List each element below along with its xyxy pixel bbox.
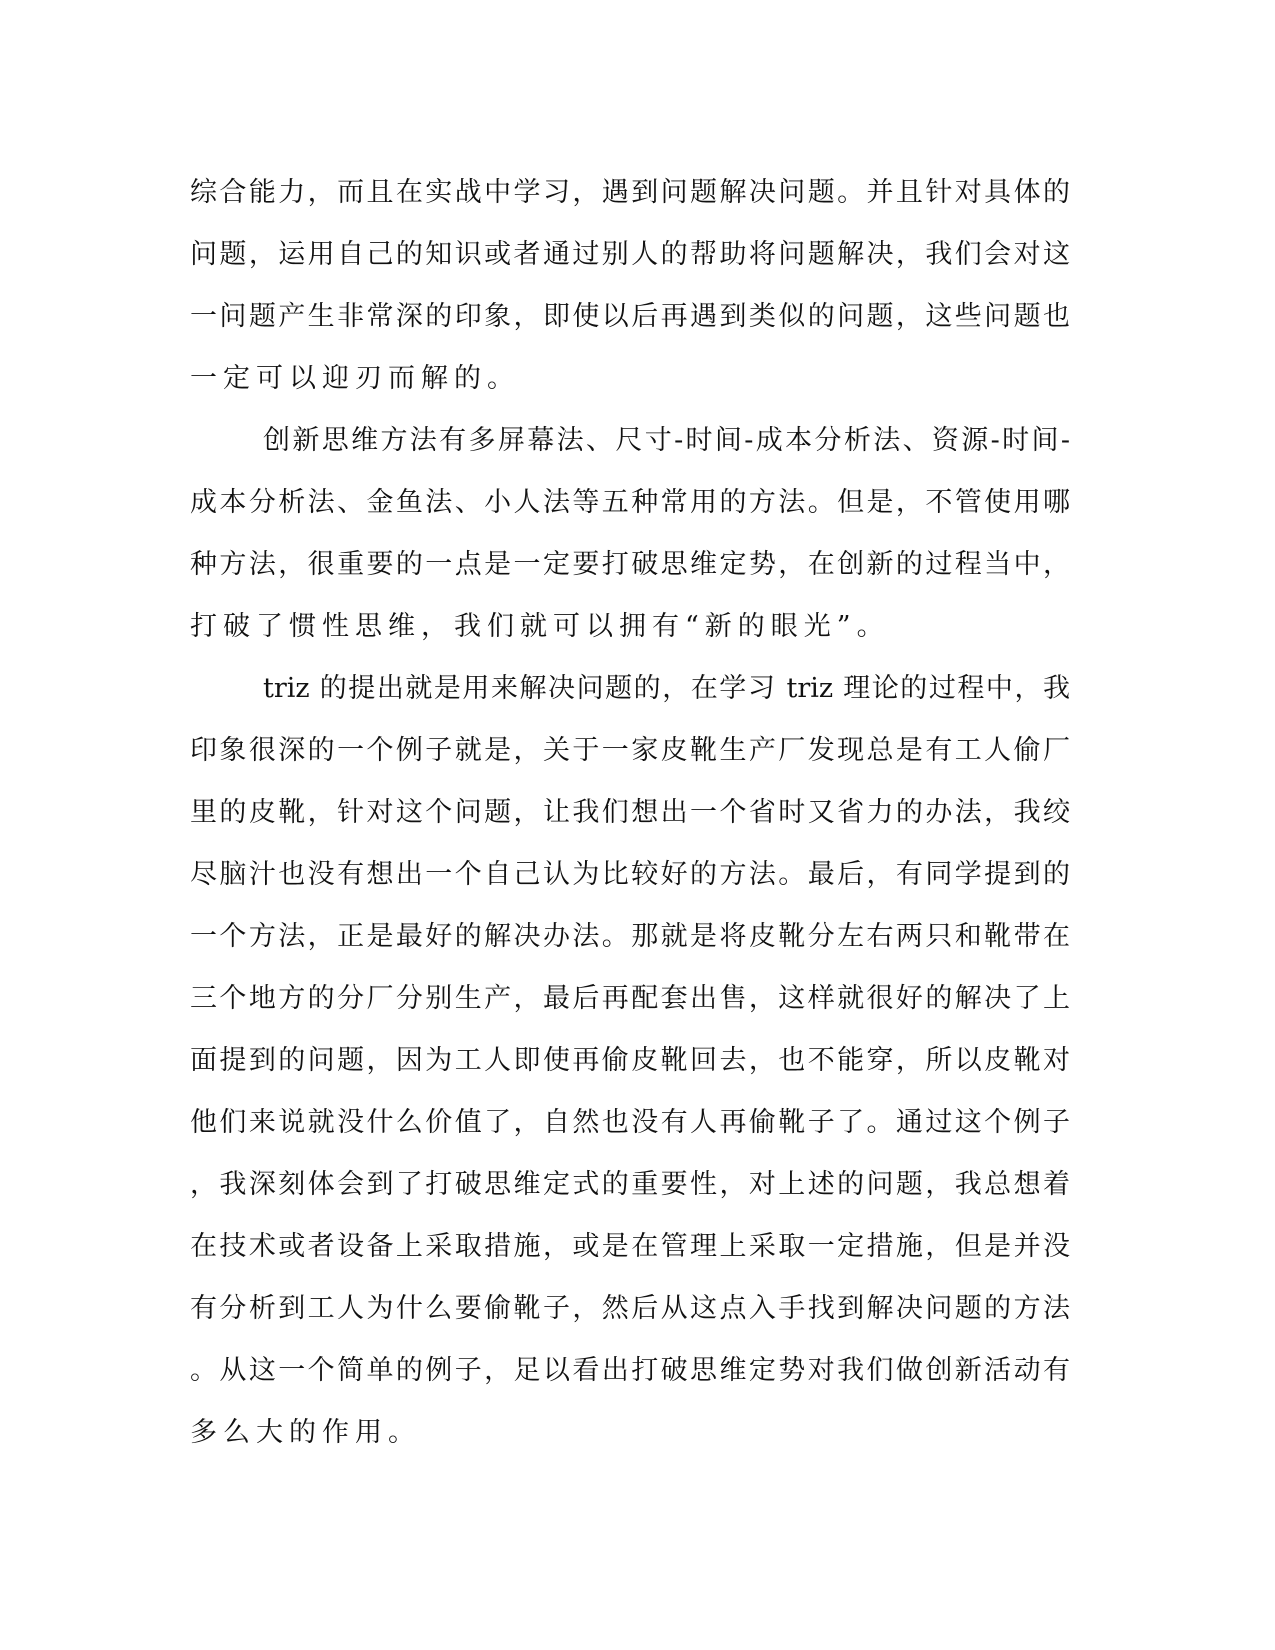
text-line: 多么大的作用。 [190, 1417, 421, 1448]
body-text [190, 162, 1070, 1464]
text-line: 里的皮靴，针对这个问题，让我们想出一个省时又省力的办法，我绞 [190, 797, 1070, 828]
text-line: 印象很深的一个例子就是，关于一家皮靴生产厂发现总是有工人偷厂 [190, 735, 1070, 766]
text-line: 。从这一个简单的例子，足以看出打破思维定势对我们做创新活动有 [190, 1355, 1070, 1386]
text-line: 一问题产生非常深的印象，即使以后再遇到类似的问题，这些问题也 [190, 301, 1070, 332]
paragraph-2 [190, 410, 1070, 658]
text-line: ，我深刻体会到了打破思维定式的重要性，对上述的问题，我总想着 [190, 1169, 1070, 1200]
text-line: 面提到的问题，因为工人即使再偷皮靴回去，也不能穿，所以皮靴对 [190, 1045, 1070, 1076]
text-line: 有分析到工人为什么要偷靴子，然后从这点入手找到解决问题的方法 [190, 1293, 1070, 1324]
text-line: 三个地方的分厂分别生产，最后再配套出售，这样就很好的解决了上 [190, 983, 1070, 1014]
text-line: 问题，运用自己的知识或者通过别人的帮助将问题解决，我们会对这 [190, 239, 1070, 270]
text-line: triz 的提出就是用来解决问题的，在学习 triz 理论的过程中，我 [263, 673, 1070, 704]
text-line: 成本分析法、金鱼法、小人法等五种常用的方法。但是，不管使用哪 [190, 487, 1070, 518]
text-line: 创新思维方法有多屏幕法、尺寸-时间-成本分析法、资源-时间- [263, 425, 1070, 456]
text-line: 综合能力，而且在实战中学习，遇到问题解决问题。并且针对具体的 [190, 177, 1070, 208]
paragraph-1 [190, 162, 1070, 410]
text-line: 他们来说就没什么价值了，自然也没有人再偷靴子了。通过这个例子 [190, 1107, 1070, 1138]
text-line: 种方法，很重要的一点是一定要打破思维定势，在创新的过程当中， [190, 549, 1070, 580]
text-line: 打破了惯性思维，我们就可以拥有“新的眼光”。 [190, 611, 890, 642]
text-line: 尽脑汁也没有想出一个自己认为比较好的方法。最后，有同学提到的 [190, 859, 1070, 890]
text-line: 一定可以迎刃而解的。 [190, 363, 520, 394]
text-line: 在技术或者设备上采取措施，或是在管理上采取一定措施，但是并没 [190, 1231, 1070, 1262]
paragraph-3 [190, 658, 1070, 1464]
text-line: 一个方法，正是最好的解决办法。那就是将皮靴分左右两只和靴带在 [190, 921, 1070, 952]
